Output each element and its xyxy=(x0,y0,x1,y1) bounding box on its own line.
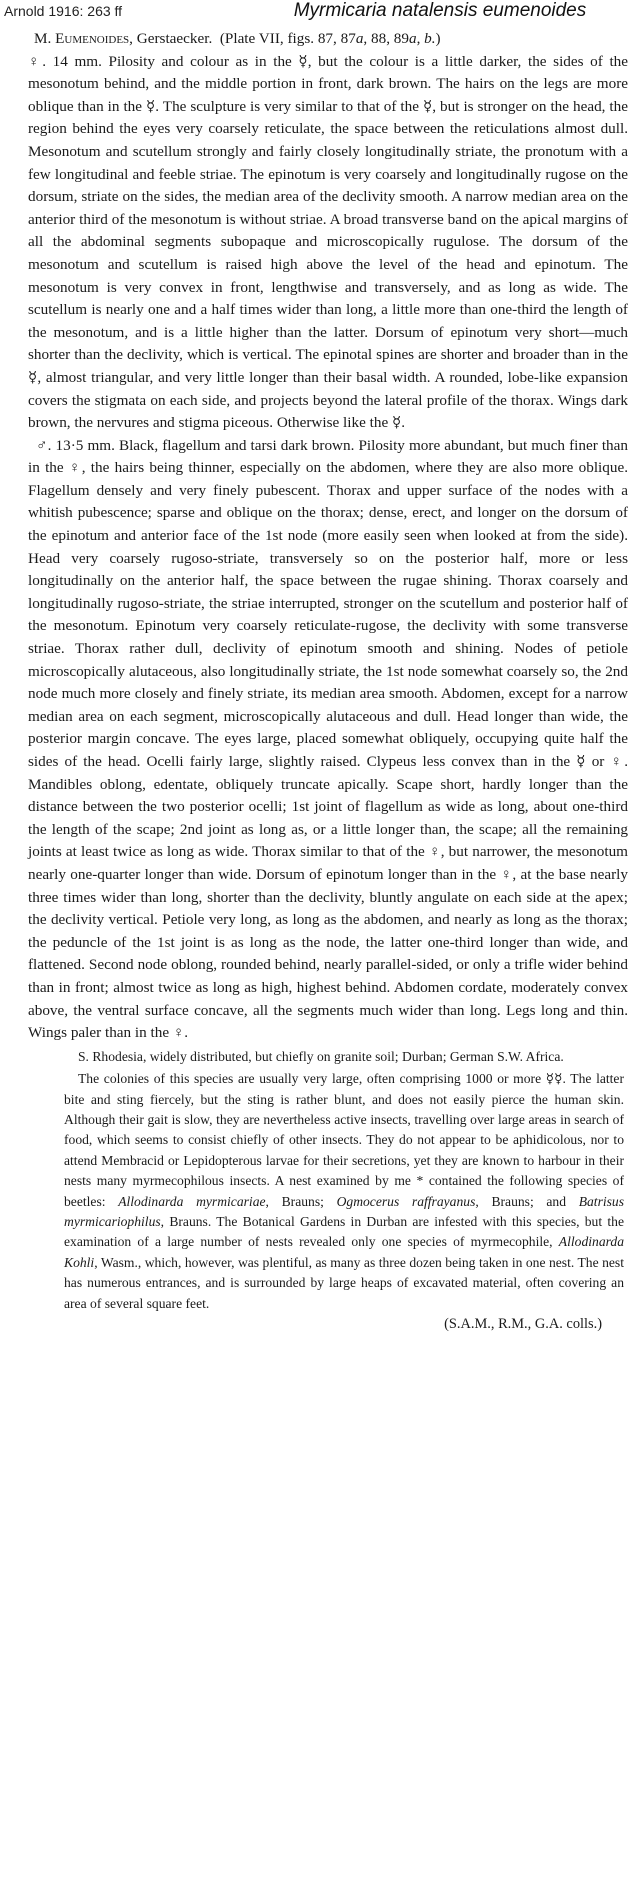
beetle-name: Ogmocerus raffrayanus xyxy=(336,1193,476,1209)
citation-header: Arnold 1916: 263 ff xyxy=(4,3,123,19)
beetle-name: Batrisus myrmicariophilus xyxy=(64,1193,625,1229)
notes-block xyxy=(64,1047,624,1335)
colonies-note: The colonies of this species are usually very large, often comprising 1000 or more ☿☿. The latter bite and sting fiercely, but the sting is rather blunt, and does not easily pierce the human skin. Although their gait is slow, they are nevertheless active insects, travelling over large areas in search of food, which seems to consist chiefly of other insects. They do not appear to be aphidicolous, nor to attend Membracid or Lepidopterous larvae for their secretions, yet they are known to harbour in their nests many myrmecophilous insects. A nest examined by me * contained the following species of beetles: Allodinarda myrmicariae, Brauns; Ogmocerus raffrayanus, Brauns; and Batrisus myrmicariophilus, Brauns. The Botanical Gardens in Durban are infested with this species, but the examination of a large number of nests revealed only one species of myrmecophile, Allodinarda Kohli, Wasm., which, however, was plentiful, as many as three dozen being taken in one nest. The nest has numerous entrances, and is surrounded by large heaps of excavated material, often covering an area of several square feet. xyxy=(64,1071,625,1311)
taxon-title: Myrmicaria natalensis eumenoides xyxy=(293,0,587,21)
female-description: ♀. 14 mm. Pilosity and colour as in the ☿, but the colour is a little darker, the sides of the mesonotum behind, and the middle portion in front, dark brown. The hairs on the legs are more oblique than in the ☿. The sculpture is very similar to that of the ☿, but is stronger on the head, the region behind the eyes very coarsely reticulate, the space between the reticulations almost dull. Mesonotum and scutellum strongly and fairly closely longitudinally striate, the pronotum with a few longitudinal and feeble striae. The epinotum is very coarsely and longitudinally rugose on the dorsum, striate on the sides, the median area of the declivity smooth. A narrow median area on the anterior third of the mesonotum is without striae. A broad transverse band on the apical margins of all the abdominal segments subopaque and microscopically rugulose. The dorsum of the mesonotum and scutellum is raised high above the level of the head and epinotum. The mesonotum is very convex in front, lengthwise and transversely, and as long as wide. The scutellum is nearly one and a half times wider than long, a little more than one-third the length of the mesonotum, and is a little higher than the latter. Dorsum of epinotum very short—much shorter than the declivity, which is vertical. The epinotal spines are shorter and broader than in the ☿, almost triangular, and very little longer than their basal width. A rounded, lobe-like expansion covers the stigmata on each side, and projects beyond the lateral profile of the thorax. Wings dark brown, the nervures and stigma piceous. Otherwise like the ☿. xyxy=(28,52,628,432)
genus-abbrev: M. xyxy=(34,30,52,47)
species-description xyxy=(28,28,628,1334)
male-description: ♂. 13·5 mm. Black, flagellum and tarsi dark brown. Pilosity more abundant, but much finer than in the ♀, the hairs being thinner, especially on the abdomen, where they are also more oblique. Flagellum densely and very finely pubescent. Thorax and upper surface of the nodes with a whitish pubescence; sparse and oblique on the thorax; dense, erect, and longer on the dorsum of the epinotum and anterior face of the 1st node (more easily seen when looked at from the side). Head very coarsely rugoso-striate, transversely so on the posterior half, more or less longitudinally on the anterior half, the space between the rugae shining. Thorax coarsely and longitudinally rugoso-striate, the striae interrupted, stronger on the scutellum and posterior half of the mesonotum. Epinotum very coarsely reticulate-rugose, the declivity with some transverse striae. Thorax rather dull, declivity of epinotum smooth and shining. Nodes of petiole microscopically alutaceous, also longitudinally striate, the 1st node somewhat coarsely so, the 2nd node much more closely and finely striate, its median area smooth. Abdomen, except for a narrow median area on each segment, microscopically alutaceous and dull. Head longer than wide, the posterior margin concave. The eyes large, placed somewhat obliquely, occupying quite half the sides of the head. Ocelli fairly large, slightly raised. Clypeus less convex than in the ☿ or ♀. Mandibles oblong, edentate, obliquely truncate apically. Scape short, hardly longer than the distance between the two posterior ocelli; 1st joint of flagellum as wide as long, about one-third the length of the scape; 2nd joint as long as, or a little longer than, the scape; all the remaining joints at least twice as long as wide. Thorax similar to that of the ♀, but narrower, the mesonotum nearly one-quarter longer than wide. Dorsum of epinotum longer than in the ♀, at the base nearly three times wider than long, shorter than the declivity, bluntly angulate on each side at the apex; the declivity vertical. Petiole very long, as long as the abdomen, and nearly as long as the thorax; the peduncle of the 1st joint is as long as the node, the latter one-third longer than wide, and flattened. Second node oblong, rounded behind, nearly parallel-sided, or only a trifle wider behind than in front; almost twice as long as high, highest behind. Abdomen cordate, moderately convex above, the ventral surface concave, all the segments much wider than long. Legs long and thin. Wings paler than in the ♀. xyxy=(28,436,628,1042)
plate-reference: (Plate VII, figs. 87, 87a, 88, 89a, b.) xyxy=(219,30,441,47)
species-heading-line xyxy=(28,28,628,435)
beetle-name: Allodinarda myrmicariae xyxy=(118,1193,266,1209)
collections-note: (S.A.M., R.M., G.A. colls.) xyxy=(444,1316,602,1332)
beetle-name: Allodinarda Kohli xyxy=(64,1234,624,1270)
species-author: , Gerstaecker. xyxy=(129,30,213,47)
distribution-note: S. Rhodesia, widely distributed, but chiefly on granite soil; Durban; German S.W. Africa. xyxy=(78,1048,564,1064)
species-name: Eumenoides xyxy=(55,30,130,47)
